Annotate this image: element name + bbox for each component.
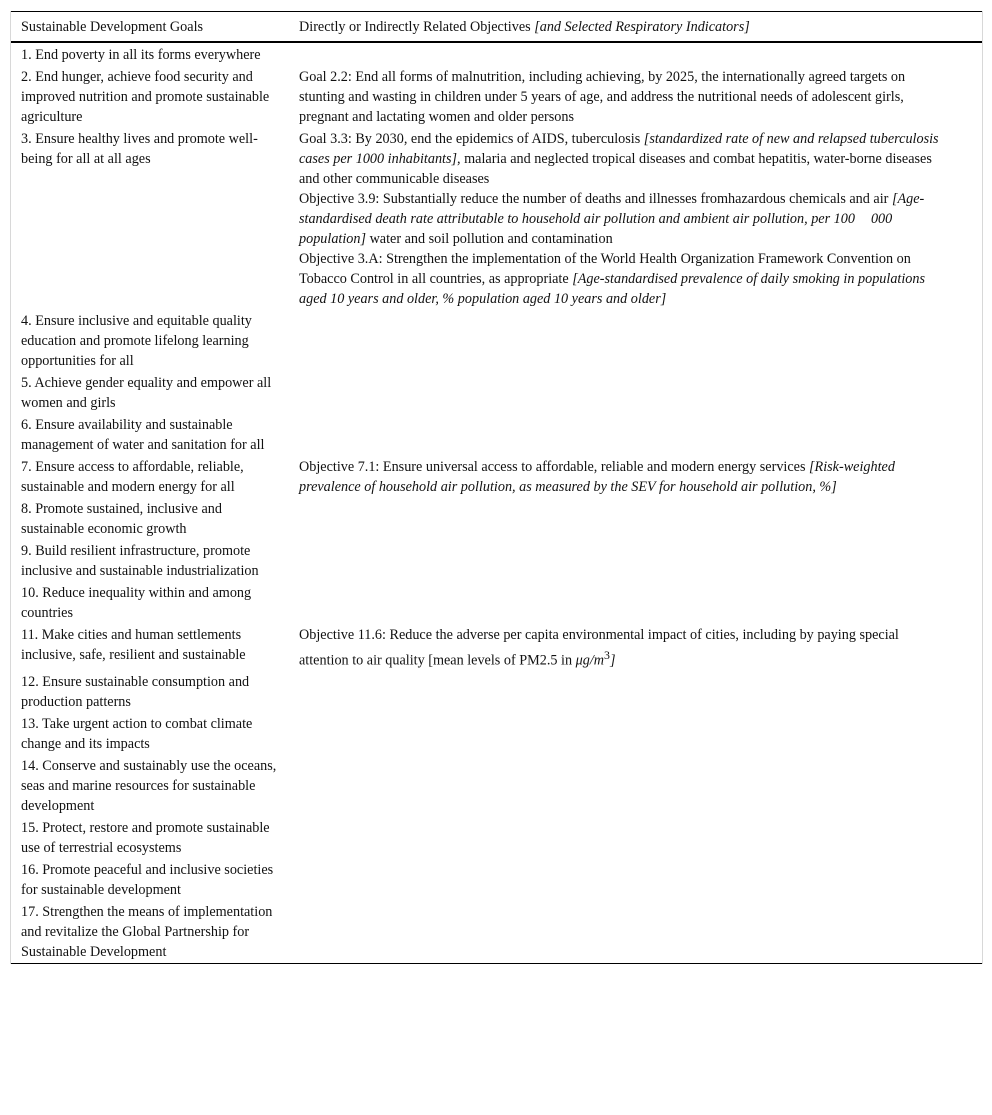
objective-text: water and soil pollution and contamination <box>366 230 613 247</box>
indicator-text: ] <box>609 652 616 669</box>
goal-cell: 16. Promote peaceful and inclusive societies for sustainable development <box>21 862 274 899</box>
objective-text: Objective 7.1: Ensure universal access to affordable, reliable and modern energy services <box>299 458 810 475</box>
indicator-text: 000 population] <box>299 210 893 247</box>
header-objectives <box>289 12 982 42</box>
table-row <box>11 414 982 456</box>
superscript: 3 <box>604 647 610 662</box>
table-row <box>11 624 982 672</box>
objective-11-6 <box>299 625 952 671</box>
table-row <box>11 582 982 624</box>
table-header-row <box>11 12 982 42</box>
table-row <box>11 498 982 540</box>
objective-text: Goal 3.3: By 2030, end the epidemics of AIDS, tuberculosis <box>299 130 644 147</box>
objective-cell <box>289 624 982 672</box>
header-goals: Sustainable Development Goals <box>21 19 204 35</box>
objective-cell <box>289 755 982 817</box>
goal-cell: 11. Make cities and human settlements inclusive, safe, resilient and sustainable <box>21 626 246 663</box>
objective-cell <box>289 901 982 964</box>
objective-cell <box>289 66 982 128</box>
goal-cell: 4. Ensure inclusive and equitable quality education and promote lifelong learning opportunities for all <box>21 312 252 369</box>
table-row <box>11 817 982 859</box>
objective-cell <box>289 128 982 310</box>
goal-cell: 6. Ensure availability and sustainable management of water and sanitation for all <box>21 416 265 453</box>
objective-cell <box>289 540 982 582</box>
indicator-unit: μg/m <box>575 652 605 669</box>
goal-cell: 3. Ensure healthy lives and promote well-being for all at all ages <box>21 130 258 167</box>
objective-cell <box>289 414 982 456</box>
table-row <box>11 66 982 128</box>
objective-2-2: Goal 2.2: End all forms of malnutrition, including achieving, by 2025, the internationally agreed targets on stunting and wasting in children under 5 years of age, and address the nutritional needs of adolescent girls, pregnant and lactating women and older persons <box>299 68 906 125</box>
goal-cell: 1. End poverty in all its forms everywhere <box>21 46 261 63</box>
table-row <box>11 671 982 713</box>
objective-text: Objective 3.A: Strengthen the implementation of the World Health Organization Framework Convention on Tobacco Control in all countries, as appropriate <box>299 250 911 287</box>
objective-cell <box>289 817 982 859</box>
goal-cell: 13. Take urgent action to combat climate change and its impacts <box>21 716 253 753</box>
objective-cell <box>289 713 982 755</box>
table-row <box>11 755 982 817</box>
table-row <box>11 42 982 66</box>
objective-cell <box>289 671 982 713</box>
objective-cell <box>289 456 982 498</box>
table-row <box>11 128 982 310</box>
table-row <box>11 456 982 498</box>
objective-cell <box>289 42 982 66</box>
goal-cell: 9. Build resilient infrastructure, promote inclusive and sustainable industrialization <box>21 542 259 579</box>
table-row <box>11 901 982 964</box>
objective-cell <box>289 372 982 414</box>
objective-7-1 <box>299 457 952 497</box>
objective-3-9 <box>299 189 952 249</box>
objective-text: Objective 11.6: Reduce the adverse per capita environmental impact of cities, including by paying special attention to air quality [mean levels of PM2.5 in <box>299 626 899 669</box>
goal-cell: 17. Strengthen the means of implementation and revitalize the Global Partnership for Sustainable Development <box>21 904 273 961</box>
sdg-table <box>11 11 982 964</box>
sdg-table-container <box>10 11 983 964</box>
objective-3-3 <box>299 129 952 189</box>
objective-cell <box>289 310 982 372</box>
indicator-text: [Risk-weighted prevalence of household air pollution, as measured by the SEV for household air pollution, %] <box>299 458 895 495</box>
objective-cell <box>289 859 982 901</box>
table-row <box>11 540 982 582</box>
indicator-text: [standardized rate of new and relapsed tuberculosis cases per 1000 inhabitants] <box>299 130 939 167</box>
table-row <box>11 713 982 755</box>
table-row <box>11 859 982 901</box>
goal-cell: 15. Protect, restore and promote sustainable use of terrestrial ecosystems <box>21 820 270 857</box>
objective-3-a <box>299 249 952 309</box>
goal-cell: 14. Conserve and sustainably use the oceans, seas and marine resources for sustainable development <box>21 758 277 815</box>
goal-cell: 8. Promote sustained, inclusive and sustainable economic growth <box>21 500 222 537</box>
header-objectives-text: Directly or Indirectly Related Objectives <box>299 19 535 35</box>
objective-cell <box>289 582 982 624</box>
objective-text: , malaria and neglected tropical diseases and combat hepatitis, water-borne diseases and other communicable diseases <box>299 150 932 187</box>
objective-text: Objective 3.9: Substantially reduce the number of deaths and illnesses fromhazardous chemicals and air <box>299 190 892 207</box>
table-row <box>11 310 982 372</box>
table-row <box>11 372 982 414</box>
goal-cell: 7. Ensure access to affordable, reliable, sustainable and modern energy for all <box>21 458 244 495</box>
header-objectives-italic: [and Selected Respiratory Indicators] <box>534 19 750 35</box>
goal-cell: 2. End hunger, achieve food security and improved nutrition and promote sustainable agriculture <box>21 68 270 125</box>
indicator-text: [Age-standardised prevalence of daily smoking in populations aged 10 years and older, % population aged 10 years and older] <box>299 270 926 307</box>
goal-cell: 10. Reduce inequality within and among countries <box>21 584 252 621</box>
goal-cell: 5. Achieve gender equality and empower all women and girls <box>21 374 272 411</box>
indicator-text: [Age-standardised death rate attributable to household air pollution and ambient air pollution, per 100 <box>299 190 925 227</box>
objective-cell <box>289 498 982 540</box>
goal-cell: 12. Ensure sustainable consumption and production patterns <box>21 674 250 711</box>
